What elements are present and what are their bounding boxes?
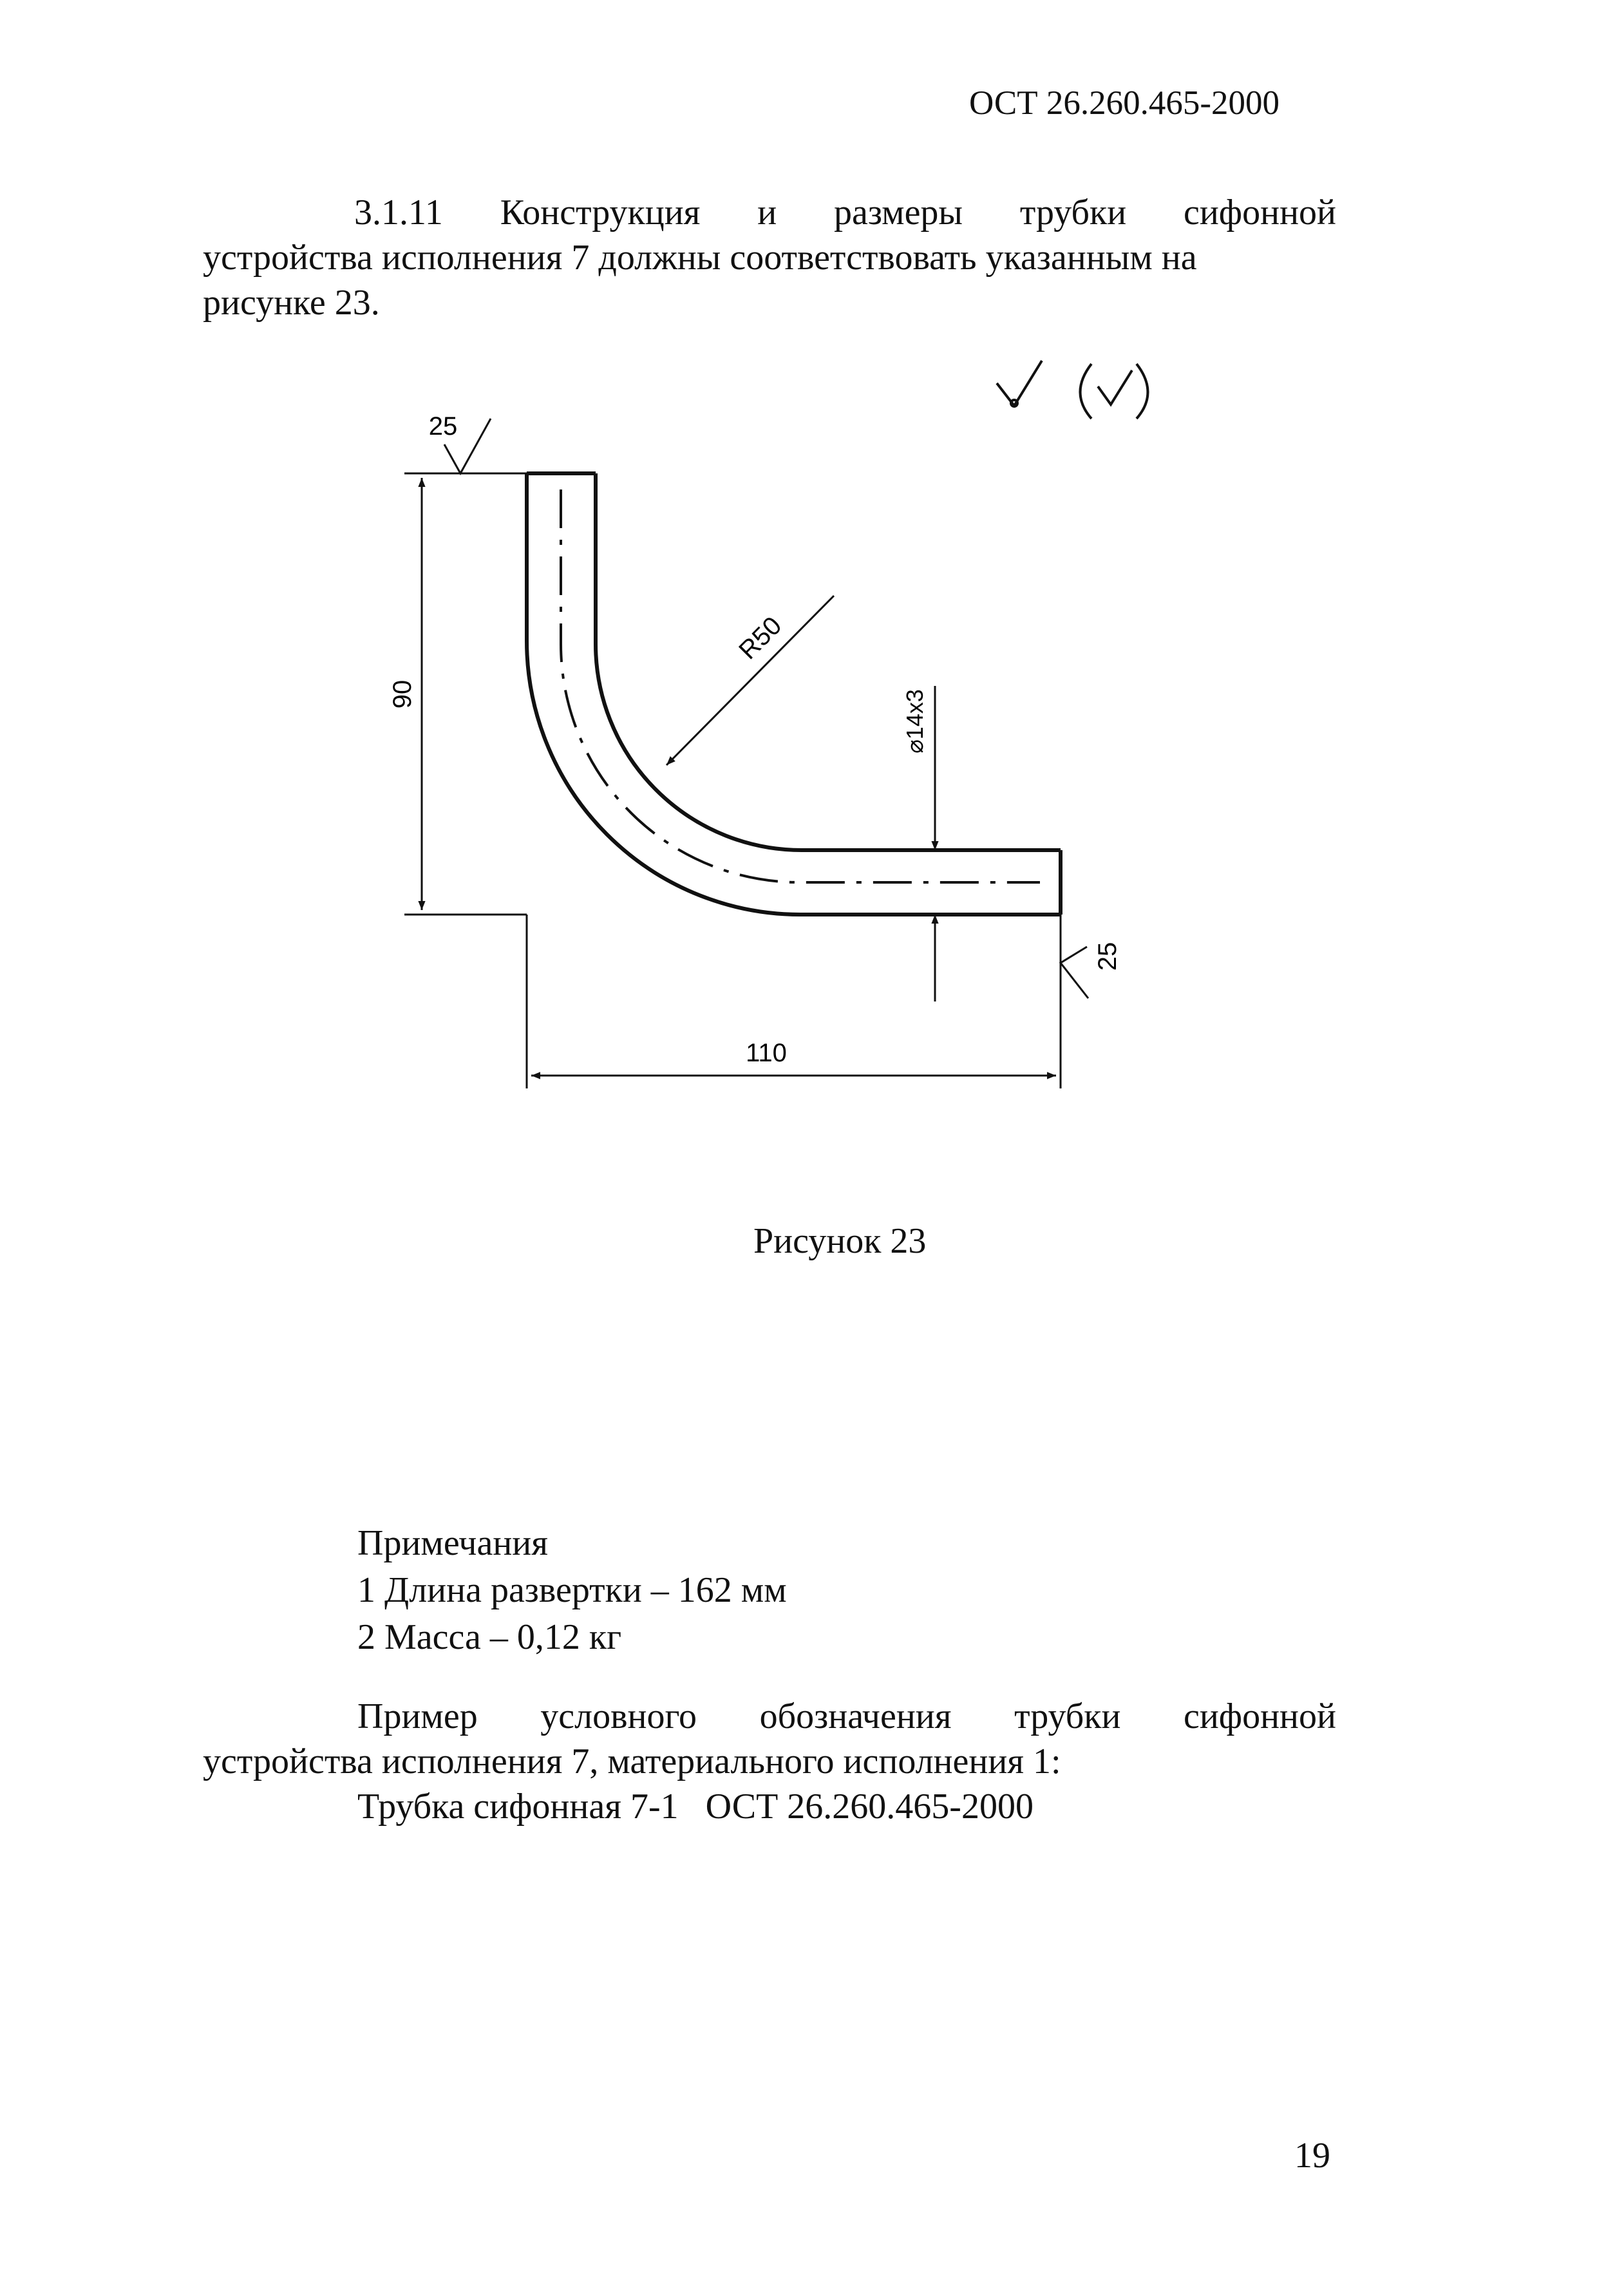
- dimension-diameter: [902, 689, 935, 973]
- dim-diameter-label: ⌀14x3: [902, 689, 928, 754]
- dim-width-label: 110: [746, 1039, 787, 1067]
- roughness-mark-right: [1061, 942, 1122, 998]
- roughness-right-label: 25: [1093, 942, 1122, 971]
- pipe-centerline: [561, 489, 1040, 882]
- notes-title: Примечания: [357, 1523, 549, 1563]
- dim-radius-label: R50: [733, 611, 788, 665]
- figure-caption: Рисунок 23: [753, 1221, 927, 1261]
- dimension-width: [531, 1039, 1056, 1076]
- roughness-mark-top: [429, 412, 491, 473]
- page-number: 19: [1294, 2136, 1330, 2176]
- dimension-radius: [666, 596, 834, 765]
- note-item-1: 1 Длина развертки – 162 мм: [357, 1570, 787, 1610]
- intro-line-3: рисунке 23.: [203, 283, 380, 323]
- intro-line-2: устройства исполнения 7 должны соответствовать указанным на: [203, 238, 1197, 278]
- note-item-2: 2 Масса – 0,12 кг: [357, 1617, 622, 1657]
- roughness-top-label: 25: [428, 412, 458, 441]
- dimension-height: [388, 478, 422, 910]
- pipe-outline: [527, 473, 1061, 915]
- intro-line-1: 3.1.11 Конструкция и размеры трубки сифонной: [354, 193, 1336, 233]
- example-line-3: Трубка сифонная 7-1 ОСТ 26.260.465-2000: [357, 1787, 1034, 1827]
- example-line-1: Пример условного обозначения трубки сифонной: [357, 1696, 1336, 1736]
- document-code: ОСТ 26.260.465-2000: [969, 84, 1280, 122]
- general-roughness-symbol: [997, 361, 1148, 419]
- dim-height-label: 90: [388, 679, 417, 709]
- example-line-2: устройства исполнения 7, материального исполнения 1:: [203, 1742, 1061, 1781]
- notes-block: [357, 1520, 787, 1661]
- extension-lines: [404, 473, 1061, 1088]
- designation-example: [203, 1694, 1336, 1829]
